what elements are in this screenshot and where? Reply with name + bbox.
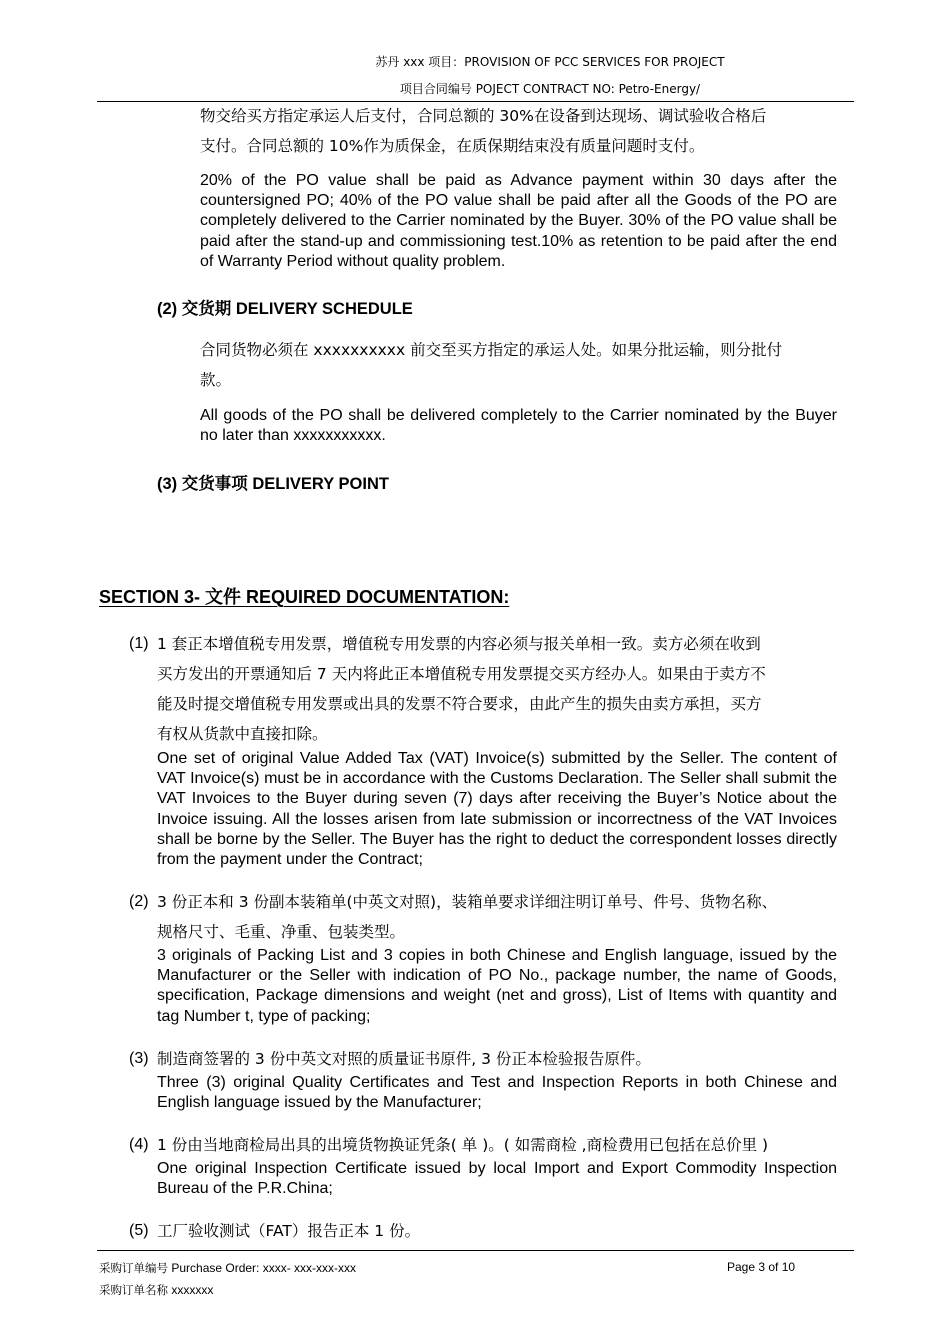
item-1-cn-line-2: 买方发出的开票通知后 7 天内将此正本增值税专用发票提交买方经办人。如果由于卖方不 (157, 665, 766, 683)
item-5-number: (5) (129, 1222, 149, 1239)
item-1-number: (1) (129, 635, 149, 652)
item-5-cn (157, 1216, 837, 1246)
delivery-cn-line-1: 合同货物必须在 xxxxxxxxxx 前交至买方指定的承运人处。如果分批运输，则分批付 (200, 341, 783, 359)
item-1-cn (157, 629, 837, 749)
item-4-cn-line-1: 1 份由当地商检局出具的出境货物换证凭条( 单 )。( 如需商检 ,商检费用已包括在总价里 ) (157, 1136, 769, 1154)
item-3-cn (157, 1044, 837, 1074)
item-2-number: (2) (129, 893, 149, 910)
item-5-cn-line-1: 工厂验收测试（FAT）报告正本 1 份。 (157, 1222, 421, 1240)
item-2-cn-line-1: 3 份正本和 3 份副本装箱单(中英文对照)，装箱单要求详细注明订单号、件号、货物名称、 (157, 893, 778, 911)
payment-cn-line-2: 支付。合同总额的 10%作为质保金，在质保期结束没有质量问题时支付。 (200, 137, 705, 155)
section-3-title: SECTION 3- 文件 REQUIRED DOCUMENTATION: (99, 587, 510, 607)
item-1-cn-line-1: 1 套正本增值税专用发票，增值税专用发票的内容必须与报关单相一致。卖方必须在收到 (157, 635, 761, 653)
item-3-cn-line-1: 制造商签署的 3 份中英文对照的质量证书原件, 3 份正本检验报告原件。 (157, 1050, 651, 1068)
item-2-cn (157, 887, 847, 947)
footer-name-label: 采购订单名称 (99, 1283, 168, 1297)
footer-page-number: Page 3 of 10 (727, 1260, 796, 1274)
footer-po-value: Purchase Order: xxxx- xxx-xxx-xxx (171, 1261, 357, 1275)
delivery-cn-line-2: 款。 (200, 371, 232, 389)
payment-en: 20% of the PO value shall be paid as Advance payment within 30 days after the countersigned PO; 40% of the PO value shall be paid after all the Goods of the PO are completely delivered to the Carrier nominated by the Buyer. 30% of the PO value shall be paid after the stand-up and commissioning test.10% as retention to be paid after the end of Warranty Period without quality problem. (200, 172, 837, 270)
footer-po-name (99, 1282, 213, 1298)
footer-po-number (99, 1260, 356, 1276)
item-1-en: One set of original Value Added Tax (VAT) Invoice(s) submitted by the Seller. The content of VAT Invoice(s) must be in accordance with the Customs Declaration. The Seller shall submit the VAT Invoices to the Buyer during seven (7) days after receiving the Buyer’s Notice about the Invoice issuing. All the losses arisen from late submission or incorrectness of the VAT Invoices shall be borne by the Seller. The Buyer has the right to deduct the correspondent losses directly from the payment under the Contract; (157, 750, 837, 869)
header-line-2: 项目合同编号 POJECT CONTRACT NO: Petro-Energy/ (399, 82, 701, 96)
delivery-schedule-block (200, 335, 837, 395)
footer-po-label: 采购订单编号 (99, 1261, 168, 1275)
item-1-cn-line-4: 有权从货款中直接扣除。 (157, 725, 328, 743)
item-2-cn-line-2: 规格尺寸、毛重、净重、包装类型。 (157, 923, 406, 941)
item-3-en: Three (3) original Quality Certificates and Test and Inspection Reports in both Chinese and English language issued by the Manufacturer; (157, 1074, 837, 1112)
item-2-en: 3 originals of Packing List and 3 copies in both Chinese and English language, issued by the Manufacturer or the Seller with indication of PO No., package number, the name of Goods, specification, Package dimensions and weight (net and gross), List of Items with quantity and tag Number t, type of packing; (157, 947, 837, 1025)
item-1-cn-line-3: 能及时提交增值税专用发票或出具的发票不符合要求，由此产生的损失由卖方承担，买方 (157, 695, 762, 713)
header-line-1: 苏丹 xxx 项目：PROVISION OF PCC SERVICES FOR PROJECT (375, 55, 725, 69)
payment-cn-line-1: 物交给买方指定承运人后支付，合同总额的 30%在设备到达现场、调试验收合格后 (200, 107, 767, 125)
delivery-schedule-heading: (2) 交货期 DELIVERY SCHEDULE (157, 300, 413, 318)
footer-rule (97, 1250, 854, 1251)
item-4-cn (157, 1130, 857, 1160)
item-4-en: One original Inspection Certificate issued by local Import and Export Commodity Inspection Bureau of the P.R.China; (157, 1160, 837, 1198)
item-3-number: (3) (129, 1050, 149, 1067)
footer-name-value: xxxxxxx (171, 1283, 214, 1297)
item-4-number: (4) (129, 1136, 149, 1153)
delivery-en: All goods of the PO shall be delivered completely to the Carrier nominated by the Buyer no later than xxxxxxxxxxx. (200, 407, 837, 445)
delivery-point-heading: (3) 交货事项 DELIVERY POINT (157, 475, 389, 493)
payment-block (200, 101, 837, 161)
